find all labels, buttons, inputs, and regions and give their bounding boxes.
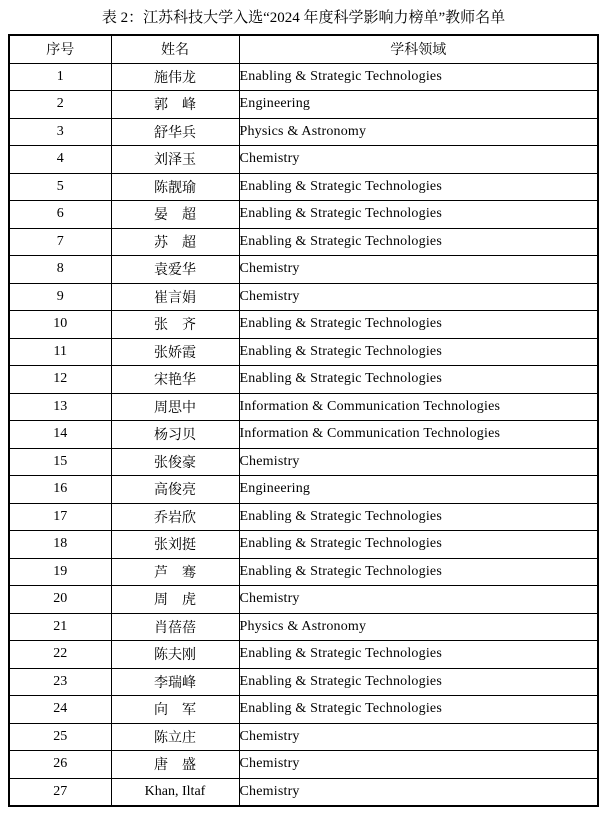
row-number-cell: 26 [9, 751, 111, 779]
row-number-cell: 3 [9, 118, 111, 146]
header-row [9, 35, 598, 63]
teacher-name-cell: 晏 超 [111, 201, 239, 229]
row-number-cell: 1 [9, 63, 111, 91]
row-number-cell: 17 [9, 503, 111, 531]
teacher-name-cell: 芦 骞 [111, 558, 239, 586]
subject-field-cell: Chemistry [239, 751, 598, 779]
table-caption: 表 2：江苏科技大学入选“2024 年度科学影响力榜单”教师名单 [101, 10, 506, 26]
table-row [9, 146, 598, 174]
subject-field-cell: Engineering [239, 91, 598, 119]
subject-field-cell: Chemistry [239, 283, 598, 311]
row-number-cell: 5 [9, 173, 111, 201]
teacher-name-cell: 陈夫刚 [111, 641, 239, 669]
subject-field-cell: Enabling & Strategic Technologies [239, 558, 598, 586]
table-row [9, 778, 598, 806]
table-row [9, 558, 598, 586]
teacher-name-cell: 郭 峰 [111, 91, 239, 119]
subject-field-cell: Chemistry [239, 778, 598, 806]
row-number-cell: 13 [9, 393, 111, 421]
table-row [9, 91, 598, 119]
teacher-name-cell: 刘泽玉 [111, 146, 239, 174]
subject-field-cell: Enabling & Strategic Technologies [239, 173, 598, 201]
row-number-cell: 6 [9, 201, 111, 229]
subject-field-cell: Physics & Astronomy [239, 118, 598, 146]
table-row [9, 338, 598, 366]
teacher-name-cell: 杨习贝 [111, 421, 239, 449]
teacher-name-cell: 周思中 [111, 393, 239, 421]
subject-field-cell: Chemistry [239, 586, 598, 614]
teacher-name-cell: 施伟龙 [111, 63, 239, 91]
teacher-roster-table [8, 34, 599, 807]
table-row [9, 723, 598, 751]
teacher-name-cell: 陈靓瑜 [111, 173, 239, 201]
subject-field-cell: Information & Communication Technologies [239, 421, 598, 449]
subject-field-cell: Enabling & Strategic Technologies [239, 366, 598, 394]
teacher-name-cell: 乔岩欣 [111, 503, 239, 531]
row-number-cell: 22 [9, 641, 111, 669]
subject-field-cell: Engineering [239, 476, 598, 504]
table-row [9, 118, 598, 146]
row-number-cell: 12 [9, 366, 111, 394]
teacher-name-cell: 袁爱华 [111, 256, 239, 284]
subject-field-cell: Chemistry [239, 723, 598, 751]
table-row [9, 421, 598, 449]
subject-field-cell: Chemistry [239, 146, 598, 174]
row-number-cell: 8 [9, 256, 111, 284]
row-number-cell: 7 [9, 228, 111, 256]
subject-field-cell: Enabling & Strategic Technologies [239, 641, 598, 669]
teacher-name-cell: 宋艳华 [111, 366, 239, 394]
teacher-name-cell: 崔言娟 [111, 283, 239, 311]
column-header-name: 姓名 [111, 35, 239, 63]
table-row [9, 448, 598, 476]
table-row [9, 283, 598, 311]
teacher-name-cell: 舒华兵 [111, 118, 239, 146]
table-row [9, 613, 598, 641]
row-number-cell: 14 [9, 421, 111, 449]
row-number-cell: 27 [9, 778, 111, 806]
teacher-name-cell: 周 虎 [111, 586, 239, 614]
subject-field-cell: Information & Communication Technologies [239, 393, 598, 421]
table-row [9, 201, 598, 229]
row-number-cell: 18 [9, 531, 111, 559]
column-header-field: 学科领域 [239, 35, 598, 63]
teacher-name-cell: 张 齐 [111, 311, 239, 339]
subject-field-cell: Enabling & Strategic Technologies [239, 668, 598, 696]
teacher-name-cell: 唐 盛 [111, 751, 239, 779]
table-row [9, 696, 598, 724]
row-number-cell: 25 [9, 723, 111, 751]
subject-field-cell: Enabling & Strategic Technologies [239, 338, 598, 366]
table-row [9, 586, 598, 614]
row-number-cell: 21 [9, 613, 111, 641]
subject-field-cell: Enabling & Strategic Technologies [239, 311, 598, 339]
row-number-cell: 16 [9, 476, 111, 504]
teacher-name-cell: 陈立庄 [111, 723, 239, 751]
row-number-cell: 9 [9, 283, 111, 311]
row-number-cell: 11 [9, 338, 111, 366]
teacher-name-cell: 张刘挺 [111, 531, 239, 559]
row-number-cell: 19 [9, 558, 111, 586]
row-number-cell: 10 [9, 311, 111, 339]
table-row [9, 668, 598, 696]
teacher-name-cell: Khan, Iltaf [111, 778, 239, 806]
table-row [9, 503, 598, 531]
table-row [9, 641, 598, 669]
teacher-name-cell: 李瑞峰 [111, 668, 239, 696]
table-row [9, 311, 598, 339]
teacher-name-cell: 张娇霞 [111, 338, 239, 366]
subject-field-cell: Enabling & Strategic Technologies [239, 228, 598, 256]
row-number-cell: 20 [9, 586, 111, 614]
row-number-cell: 15 [9, 448, 111, 476]
teacher-name-cell: 肖蓓蓓 [111, 613, 239, 641]
subject-field-cell: Chemistry [239, 256, 598, 284]
subject-field-cell: Chemistry [239, 448, 598, 476]
row-number-cell: 2 [9, 91, 111, 119]
row-number-cell: 4 [9, 146, 111, 174]
table-row [9, 531, 598, 559]
table-row [9, 751, 598, 779]
table-row [9, 476, 598, 504]
subject-field-cell: Enabling & Strategic Technologies [239, 503, 598, 531]
teacher-name-cell: 向 军 [111, 696, 239, 724]
table-row [9, 256, 598, 284]
table-row [9, 366, 598, 394]
column-header-number: 序号 [9, 35, 111, 63]
subject-field-cell: Enabling & Strategic Technologies [239, 63, 598, 91]
row-number-cell: 23 [9, 668, 111, 696]
subject-field-cell: Enabling & Strategic Technologies [239, 201, 598, 229]
table-row [9, 393, 598, 421]
teacher-name-cell: 高俊亮 [111, 476, 239, 504]
row-number-cell: 24 [9, 696, 111, 724]
subject-field-cell: Enabling & Strategic Technologies [239, 696, 598, 724]
teacher-name-cell: 张俊豪 [111, 448, 239, 476]
table-row [9, 173, 598, 201]
subject-field-cell: Physics & Astronomy [239, 613, 598, 641]
table-row [9, 228, 598, 256]
teacher-name-cell: 苏 超 [111, 228, 239, 256]
subject-field-cell: Enabling & Strategic Technologies [239, 531, 598, 559]
table-row [9, 63, 598, 91]
